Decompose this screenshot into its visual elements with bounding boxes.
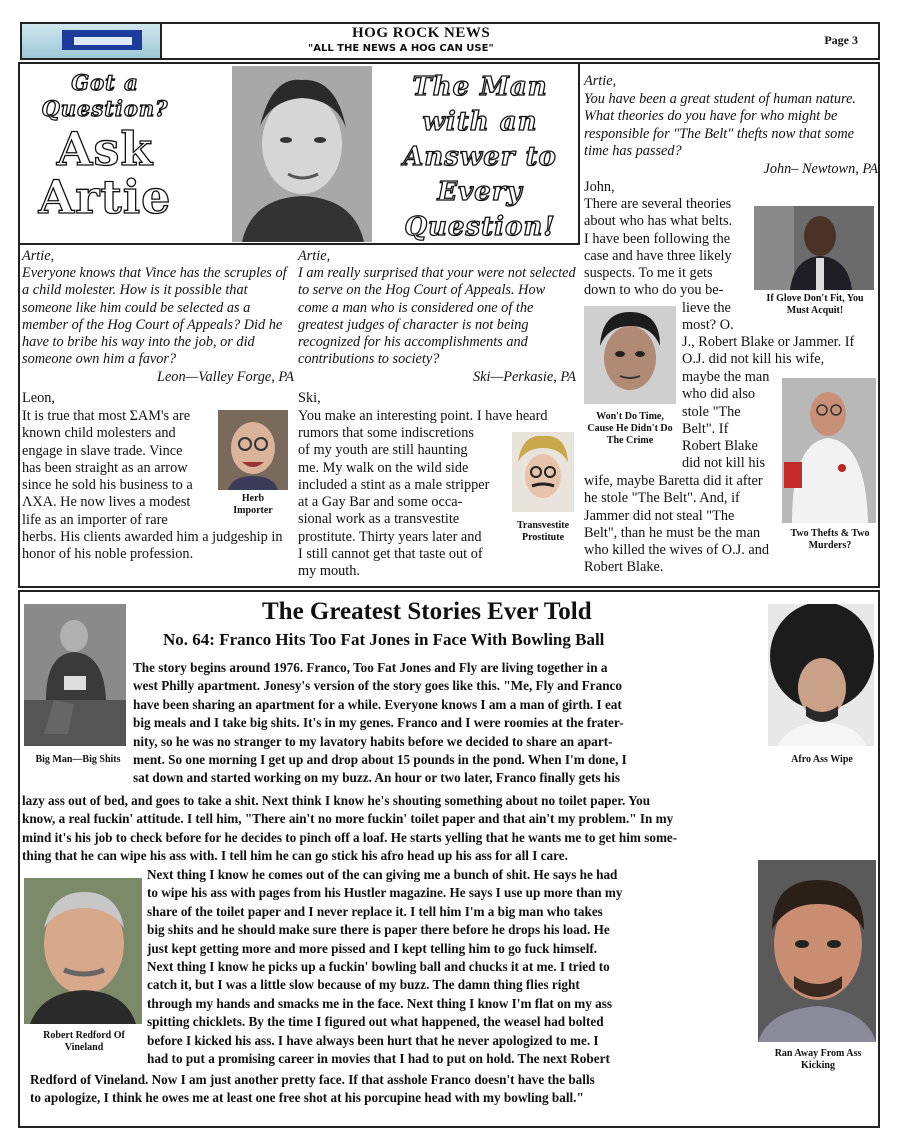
answer-2-line: me. My walk on the wild side <box>298 459 469 476</box>
big-man-caption: Big Man—Big Shits <box>35 754 121 765</box>
herb-importer-photo <box>218 410 288 490</box>
answer-3-line: Robert Blake <box>682 438 758 455</box>
question-1-salutation: Artie, <box>22 248 55 264</box>
answer-2-line: rumors that some indiscretions <box>298 425 474 441</box>
answer-2-line: included a stint as a male stripper <box>298 476 490 493</box>
answer-1-line: engage in slave trade. Vince <box>22 442 183 459</box>
jammer-caption: Two Thefts & Two Murders? <box>790 528 870 551</box>
baretta-caption: Won't Do Time, Cause He Didn't Do The Crime <box>587 411 673 446</box>
question-2-text: I am really surprised that your were not selected to serve on the Hog Court of Appeals. How come a man who is considered one of the greatest judges of character is not being recognized for his accomplishments and contributions to society? <box>298 265 576 368</box>
story-line: know, a real fuckin' attitude. I tell him, "There ain't no more fuckin' toilet paper and that ain't my problem." In my <box>22 811 674 827</box>
story-paragraph-1 <box>133 659 765 788</box>
herb-importer-caption: Herb Importer <box>233 493 273 516</box>
answer-2-line: sional work as a transvestite <box>298 511 460 528</box>
artie-portrait <box>232 66 372 242</box>
answer-3-line: who did also <box>682 386 756 403</box>
big-man-photo <box>24 604 126 746</box>
robert-redford-photo <box>24 878 142 1024</box>
answer-3-line: wife, maybe Baretta did it after <box>584 473 763 489</box>
banner-man-title: The Man with an Answer to Every Question! <box>403 72 557 242</box>
answer-3-line: Belt", than he must be the man <box>584 524 761 541</box>
question-3-salutation: Artie, <box>584 73 617 89</box>
question-1-signature: Leon—Valley Forge, PA <box>157 369 294 385</box>
oj-simpson-photo <box>754 206 874 290</box>
banner-ask: Ask <box>56 122 154 176</box>
story-line: west Philly apartment. Jonesy's version of the story goes like this. "Me, Fly and Franco <box>133 678 622 694</box>
answer-1-line: known child molesters and <box>22 425 176 442</box>
answer-1-salutation: Leon, <box>22 390 55 406</box>
story-line: big shits and he should make sure there is paper there before he drops his load. He <box>147 922 610 938</box>
newspaper-logo <box>22 24 162 58</box>
afro-caption: Afro Ass Wipe <box>791 754 853 765</box>
answer-3-line: lieve the <box>682 300 731 316</box>
story-line: mind it's his job to check before for he decides to pinch off a loaf. He starts yelling that he wants me to get him some- <box>22 829 678 845</box>
story-line: The story begins around 1976. Franco, Too Fat Jones and Fly are living together in a <box>133 660 608 675</box>
answer-3-line: most? O. <box>682 317 734 334</box>
column-divider <box>578 62 580 244</box>
story-line: nity, so he was no stranger to my lavatory habits before we decided to share an apart- <box>133 733 613 749</box>
story-line: just kept getting more and more pissed and I kept telling him to go fuck himself. <box>147 940 598 956</box>
answer-2-line: of my youth are still haunting <box>298 442 468 459</box>
story-line: to apologize, I think he owes me at least one free shot at his porcupine head with my bowling ball." <box>30 1090 584 1106</box>
answer-3-line: Robert Blake. <box>584 559 664 576</box>
story-line: to wipe his ass with pages from his Hustler magazine. He says I use up more than my <box>147 885 623 901</box>
question-2-salutation: Artie, <box>298 248 331 264</box>
answer-3-line: did not kill his <box>682 455 766 472</box>
answer-3-line: about who has what belts. <box>584 213 733 230</box>
answer-3-line: case and have three likely <box>584 247 732 264</box>
transvestite-prostitute-photo <box>512 432 574 512</box>
answer-2-line: I still cannot get that taste out of <box>298 546 483 563</box>
story-line: Next thing I know he picks up a fuckin' bowling ball and chucks it at me. I tried to <box>147 959 610 975</box>
newspaper-header <box>20 22 880 60</box>
answer-3-line: O.J. did not kill his wife, <box>682 351 825 368</box>
answer-1-line: life as an importer of rare <box>22 511 168 528</box>
story-line: have been sharing an apartment for a while. Everyone knows I am a man of girth. I eat <box>133 696 622 712</box>
story-line: ment. So one morning I get up and drop about 15 pounds in the pond. When I'm done, I <box>133 752 627 768</box>
story-title: The Greatest Stories Ever Told <box>262 598 592 625</box>
answer-2-salutation: Ski, <box>298 390 321 406</box>
answer-1-line: since he sold his business to a <box>22 477 193 494</box>
answer-3-top-lines <box>584 196 754 300</box>
story-line: before I kicked his ass. I have always been hurt that he never apologized to me. I <box>147 1032 599 1048</box>
story-paragraph-3 <box>147 866 755 1068</box>
oj-caption: If Glove Don't Fit, You Must Acquit! <box>766 293 864 316</box>
question-3-text: You have been a great student of human nature. What theories do you have for who might be responsible for "The Belt" thefts now that some time has passed? <box>584 91 857 159</box>
afro-photo <box>768 604 874 746</box>
ran-away-photo <box>758 860 876 1042</box>
robert-redford-caption: Robert Redford Of Vineland <box>43 1030 125 1053</box>
answer-3-line: I have been following the <box>584 230 731 247</box>
answer-3-line: J., Robert Blake or Jammer. If <box>682 334 855 350</box>
answer-3-line: suspects. To me it gets <box>584 265 713 282</box>
answer-3-line: Belt". If <box>682 420 729 437</box>
banner-got-a-question: Got a Question? <box>41 70 169 121</box>
answer-2-first-line: You make an interesting point. I have heard <box>298 408 548 424</box>
answer-2-line: my mouth. <box>298 563 360 580</box>
story-line: big meals and I take big shits. It's in my genes. Franco and I were roomies at the frater- <box>133 715 624 731</box>
story-paragraph-4 <box>30 1071 790 1108</box>
ran-away-caption: Ran Away From Ass Kicking <box>774 1048 862 1071</box>
answer-1-line: has been straight as an arrow <box>22 459 188 476</box>
answer-2-line: prostitute. Thirty years later and <box>298 528 482 545</box>
question-3-signature: John– Newtown, PA <box>763 161 878 177</box>
answer-2-line: at a Gay Bar and some occa- <box>298 494 463 511</box>
story-subtitle: No. 64: Franco Hits Too Fat Jones in Face With Bowling Ball <box>163 630 605 649</box>
answer-1-wrapped-lines <box>22 408 222 529</box>
question-2-signature: Ski—Perkasie, PA <box>473 369 576 385</box>
story-line: through my hands and smacks me in the face. Next thing I know I'm flat on my ass <box>147 995 613 1011</box>
answer-3-line: he stole "The Belt". And, if <box>584 490 740 507</box>
paper-name: HOG ROCK NEWS <box>352 25 491 41</box>
transvestite-prostitute-caption: Transvestite Prostitute <box>516 520 570 543</box>
story-line: share of the toilet paper and I never replace it. I tell him I'm a big man who takes <box>147 903 603 919</box>
answer-3-line: There are several theories <box>584 196 732 212</box>
answer-1-tail: herbs. His clients awarded him a judgeship in honor of his noble profession. <box>22 529 283 563</box>
answer-3-mid-right-lines <box>682 300 762 335</box>
story-line: spitting chicklets. By the time I figured out what happened, the weasel had bolted <box>147 1014 604 1030</box>
story-line: lazy ass out of bed, and goes to take a shit. Next think I know he's shouting something about no toilet paper. You <box>22 793 651 808</box>
story-line: Next thing I know he comes out of the can giving me a bunch of shit. He says he had <box>147 867 618 882</box>
jammer-photo <box>782 378 876 523</box>
paper-slogan: "ALL THE NEWS A HOG CAN USE" <box>308 43 494 54</box>
question-1-text: Everyone knows that Vince has the scruples of a child molester. How is it possible that someone like him could be selected as a member of the Hog Court of Appeals? Did he have to bribe his way into the job, or did someone own him a favor? <box>22 265 287 368</box>
answer-3-bottom-lines <box>584 473 784 577</box>
answer-3-mid-lines <box>682 369 782 473</box>
story-line: sat down and started working on my buzz. An hour or two later, Franco finally gets his <box>133 770 620 786</box>
page-number: Page 3 <box>824 33 858 47</box>
answer-3-salutation: John, <box>584 179 615 195</box>
answer-1-line: ΛXA. He now lives a modest <box>22 494 191 511</box>
answer-3-line: Jammer did not steal "The <box>584 507 735 524</box>
story-line: Redford of Vineland. Now I am just another pretty face. If that asshole Franco doesn't have the balls <box>30 1072 595 1087</box>
answer-3-line: stole "The <box>682 403 741 420</box>
story-line: thing that he can wipe his ass with. I tell him he can go stick his afro head up his ass for all I care. <box>22 848 568 864</box>
answer-3-line: down to who do you be- <box>584 282 724 299</box>
story-line: had to put a promising career in movies that I had to put on hold. The next Robert <box>147 1051 610 1067</box>
answer-3-line: maybe the man <box>682 369 770 385</box>
answer-3-line: who killed the wives of O.J. and <box>584 542 770 559</box>
banner-artie: Artie <box>38 170 172 224</box>
story-paragraph-2 <box>22 792 878 866</box>
story-line: catch it, but I was a little slow because of my buzz. The damn thing flies right <box>147 977 580 993</box>
baretta-photo <box>584 306 676 404</box>
answer-2-wrapped-lines <box>298 425 508 581</box>
answer-3-mid-full-lines <box>682 334 878 369</box>
answer-1-line: It is true that most ΣAM's are <box>22 408 191 424</box>
